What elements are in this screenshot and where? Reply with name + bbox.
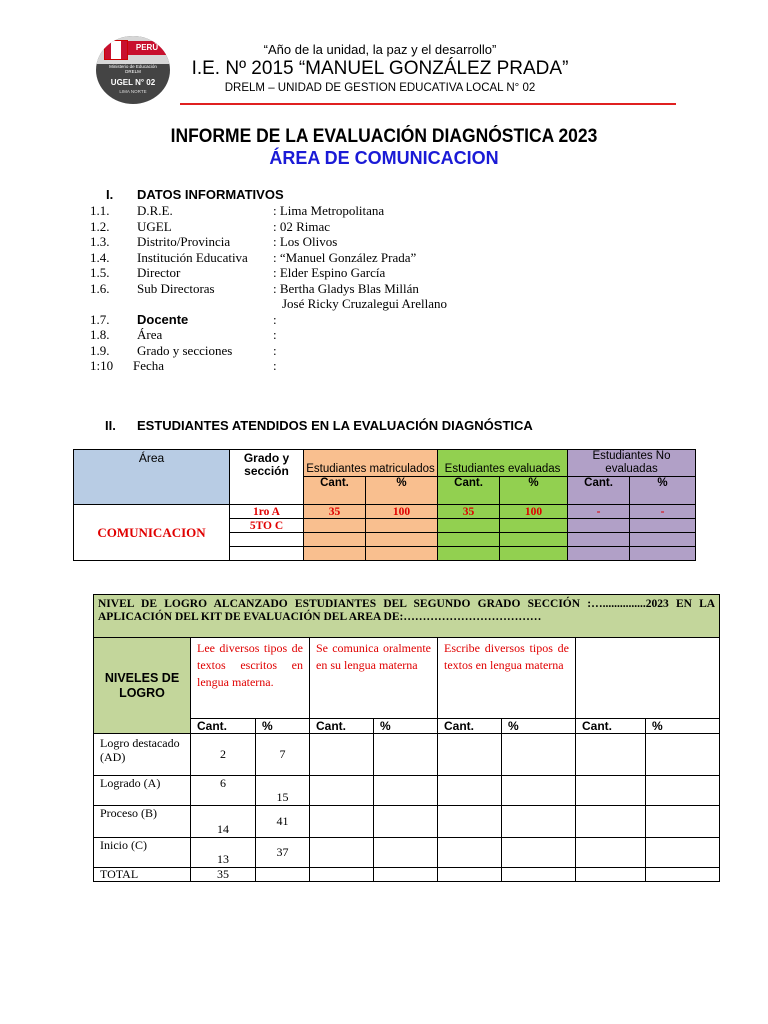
info-row xyxy=(0,296,768,312)
competencia-escribe: Escribe diversos tipos de textos en lengua materna xyxy=(438,638,576,719)
pct-header: % xyxy=(502,719,576,734)
students-table xyxy=(73,449,696,561)
peru-flag-icon xyxy=(104,40,128,60)
info-row xyxy=(0,358,768,374)
section1-number: I. xyxy=(106,187,114,202)
info-row-number: 1.3. xyxy=(90,234,110,249)
total-pct xyxy=(256,868,310,882)
area-header: Área xyxy=(74,450,230,505)
section1-title: DATOS INFORMATIVOS xyxy=(137,187,284,202)
level-pct: 41 xyxy=(256,806,310,838)
nev-pct-cell xyxy=(630,519,696,533)
competencia-empty xyxy=(576,638,720,719)
level-pct: 7 xyxy=(256,734,310,776)
year-motto: “Año de la unidad, la paz y el desarrollo” xyxy=(263,42,497,57)
info-row-number: 1.1. xyxy=(90,203,110,218)
ev-cant-cell xyxy=(438,547,500,561)
grado-cell xyxy=(230,547,304,561)
info-row-value: : Lima Metropolitana xyxy=(273,203,385,218)
info-row xyxy=(0,312,768,328)
mat-pct-cell xyxy=(366,533,438,547)
achievement-heading: NIVEL DE LOGRO ALCANZADO ESTUDIANTES DEL SEGUNDO GRADO SECCIÓN :…...............2023 EN LA APLICACIÓN DEL KIT DE EVALUACIÓN DEL AREA DE:……………………………… xyxy=(94,595,720,638)
pct-header: % xyxy=(646,719,720,734)
mat-pct-header: % xyxy=(366,477,438,505)
ev-cant-cell xyxy=(438,519,500,533)
info-row-number: 1.2. xyxy=(90,218,110,234)
info-row-number: 1.6. xyxy=(90,280,110,296)
grado-cell: 1ro A xyxy=(230,505,304,519)
mat-cant-cell xyxy=(304,533,366,547)
total-cant: 35 xyxy=(191,868,256,882)
mat-pct-cell: 100 xyxy=(366,505,438,519)
info-row-label: Área xyxy=(137,327,163,342)
info-row-label: UGEL xyxy=(137,218,172,234)
info-row-value: : Bertha Gladys Blas Millán xyxy=(273,280,419,296)
mat-cant-cell xyxy=(304,519,366,533)
nev-pct-cell xyxy=(630,547,696,561)
nev-cant-header: Cant. xyxy=(568,477,630,505)
info-row xyxy=(0,281,768,297)
info-row xyxy=(0,327,768,343)
section2-title: ESTUDIANTES ATENDIDOS EN LA EVALUACIÓN DIAGNÓSTICA xyxy=(137,418,533,433)
logo-lima: LIMA NORTE xyxy=(119,89,147,94)
level-pct: 15 xyxy=(256,776,310,806)
total-label: TOTAL xyxy=(94,868,191,882)
info-row-number: 1.5. xyxy=(90,265,110,280)
table-row xyxy=(94,776,720,806)
level-cant: 14 xyxy=(191,806,256,838)
info-row-value: : “Manuel González Prada” xyxy=(273,249,417,265)
area-name: COMUNICACION xyxy=(74,505,230,561)
nev-pct-cell: - xyxy=(630,505,696,519)
pct-header: % xyxy=(374,719,438,734)
nev-cant-cell: - xyxy=(568,505,630,519)
mat-pct-cell xyxy=(366,547,438,561)
ev-cant-cell: 35 xyxy=(438,505,500,519)
cant-header: Cant. xyxy=(576,719,646,734)
nev-cant-cell xyxy=(568,547,630,561)
level-label: Logrado (A) xyxy=(94,776,191,806)
info-row-label: Institución Educativa xyxy=(137,249,248,265)
info-row xyxy=(0,203,768,219)
drelm-line: DRELM – UNIDAD DE GESTION EDUCATIVA LOCAL N° 02 xyxy=(224,82,536,94)
mat-cant-cell: 35 xyxy=(304,505,366,519)
info-row-number: 1.4. xyxy=(90,249,110,265)
grado-header: Grado y sección xyxy=(230,450,304,505)
level-label: Logro destacado (AD) xyxy=(94,734,191,776)
table-row xyxy=(74,505,696,519)
evaluadas-header: Estudiantes evaluadas xyxy=(438,450,568,477)
level-label: Inicio (C) xyxy=(94,838,191,868)
no-evaluadas-header: Estudiantes No evaluadas xyxy=(568,450,696,477)
info-row-number: 1.8. xyxy=(90,327,110,342)
ev-pct-cell: 100 xyxy=(500,505,568,519)
niveles-header: NIVELES DE LOGRO xyxy=(94,638,191,734)
table-row xyxy=(94,868,720,882)
info-row xyxy=(0,343,768,359)
info-row-label: Sub Directoras xyxy=(137,280,215,296)
mat-cant-header: Cant. xyxy=(304,477,366,505)
info-row-value: : xyxy=(273,311,277,327)
ev-pct-cell xyxy=(500,533,568,547)
info-row-value: : 02 Rimac xyxy=(273,218,331,234)
level-cant: 2 xyxy=(191,734,256,776)
grado-cell: 5TO C xyxy=(230,519,304,533)
info-row-number: 1:10 xyxy=(90,358,114,373)
section2-number: II. xyxy=(105,418,116,433)
logo-drelm-text: DRELM xyxy=(125,69,141,74)
matriculados-header: Estudiantes matriculados xyxy=(304,450,438,477)
logo-ministry-text: Ministerio de Educación xyxy=(109,64,157,69)
mat-pct-cell xyxy=(366,519,438,533)
logo-ministry xyxy=(96,64,170,74)
info-row xyxy=(0,219,768,235)
table-row xyxy=(94,806,720,838)
ev-pct-cell xyxy=(500,519,568,533)
info-row-label: Docente xyxy=(137,311,189,327)
info-row-number: 1.9. xyxy=(90,342,110,358)
info-row-label: Fecha xyxy=(133,358,165,373)
table-row xyxy=(94,734,720,776)
level-cant: 13 xyxy=(191,838,256,868)
info-row-label: Distrito/Provincia xyxy=(137,234,231,249)
ugel-logo xyxy=(96,36,170,104)
grado-cell xyxy=(230,533,304,547)
info-row xyxy=(0,234,768,250)
cant-header: Cant. xyxy=(438,719,502,734)
info-row-number: 1.7. xyxy=(90,311,110,327)
competencia-oral: Se comunica oralmente en su lengua materna xyxy=(310,638,438,719)
info-row-value: : xyxy=(273,327,277,342)
info-row-value: José Ricky Cruzalegui Arellano xyxy=(282,296,447,311)
table-row xyxy=(94,838,720,868)
info-row-value: : xyxy=(273,342,277,358)
nev-pct-cell xyxy=(630,533,696,547)
nev-pct-header: % xyxy=(630,477,696,505)
level-pct: 37 xyxy=(256,838,310,868)
info-row-label: Grado y secciones xyxy=(137,342,233,358)
ev-pct-header: % xyxy=(500,477,568,505)
cant-header: Cant. xyxy=(191,719,256,734)
report-title: INFORME DE LA EVALUACIÓN DIAGNÓSTICA 2023 xyxy=(170,126,598,147)
info-row-value: : Los Olivos xyxy=(273,234,338,249)
info-row-value: : Elder Espino García xyxy=(273,265,386,280)
level-cant: 6 xyxy=(191,776,256,806)
ev-cant-cell xyxy=(438,533,500,547)
competencia-lee: Lee diversos tipos de textos escritos en lengua materna. xyxy=(191,638,310,719)
logo-country: PERÚ xyxy=(128,41,166,55)
info-row-label: D.R.E. xyxy=(137,203,173,218)
logo-ugel: UGEL N° 02 xyxy=(110,78,156,87)
achievement-table xyxy=(93,594,720,882)
info-row-label: Director xyxy=(137,265,181,280)
area-title: ÁREA DE COMUNICACION xyxy=(269,148,499,168)
cant-header: Cant. xyxy=(310,719,374,734)
school-name: I.E. Nº 2015 “MANUEL GONZÁLEZ PRADA” xyxy=(191,58,569,79)
info-row xyxy=(0,265,768,281)
mat-cant-cell xyxy=(304,547,366,561)
level-label: Proceso (B) xyxy=(94,806,191,838)
header-divider xyxy=(180,103,676,105)
nev-cant-cell xyxy=(568,533,630,547)
info-row xyxy=(0,250,768,266)
nev-cant-cell xyxy=(568,519,630,533)
ev-pct-cell xyxy=(500,547,568,561)
info-row-value: : xyxy=(273,358,277,373)
ev-cant-header: Cant. xyxy=(438,477,500,505)
pct-header: % xyxy=(256,719,310,734)
